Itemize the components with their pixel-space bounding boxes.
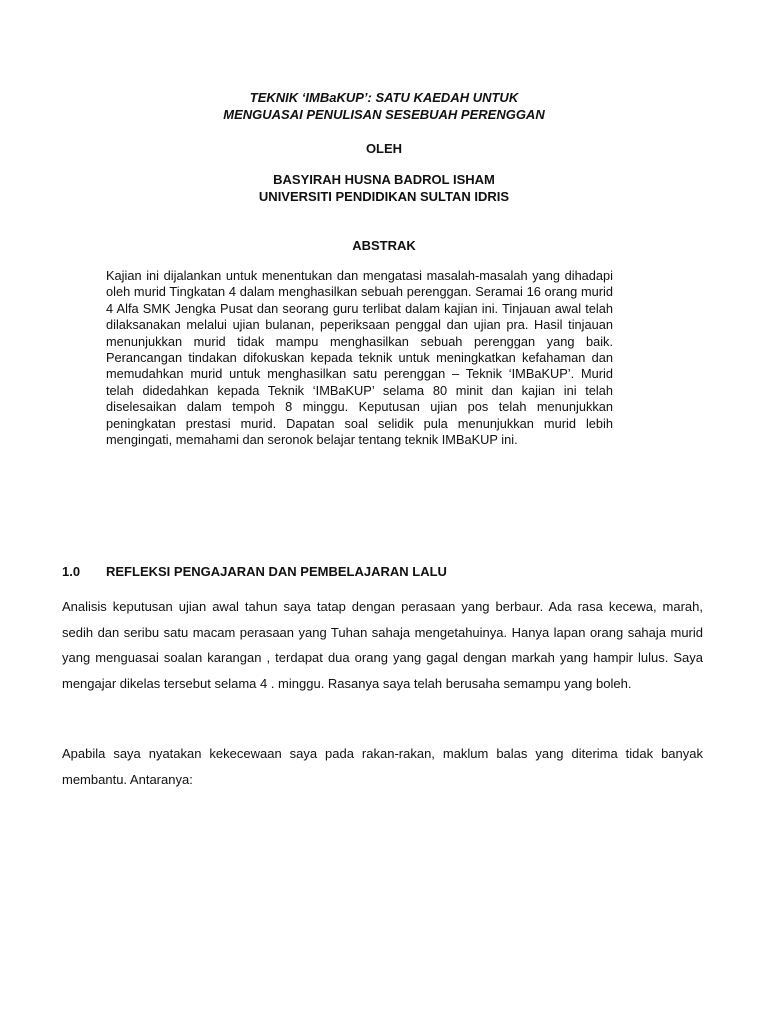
author-affiliation: UNIVERSITI PENDIDIKAN SULTAN IDRIS: [258, 189, 510, 204]
section-number: 1.0: [62, 564, 81, 579]
author-name: BASYIRAH HUSNA BADROL ISHAM: [273, 172, 495, 187]
author-block: [0, 171, 768, 205]
paper-title-line-2: MENGUASAI PENULISAN SESEBUAH PERENGGAN: [223, 107, 545, 122]
by-label: OLEH: [365, 141, 403, 156]
paper-title-line-1: TEKNIK ‘IMBaKUP’: SATU KAEDAH UNTUK: [249, 90, 519, 105]
body-paragraph: Apabila saya nyatakan kekecewaan saya pada rakan-rakan, maklum balas yang diterima tidak banyak membantu. Antaranya:: [62, 746, 703, 787]
section-heading: [62, 564, 712, 579]
section-title: REFLEKSI PENGAJARAN DAN PEMBELAJARAN LALU: [106, 564, 447, 579]
paper-title: [0, 89, 768, 123]
abstract-text: Kajian ini dijalankan untuk menentukan dan mengatasi masalah-masalah yang dihadapi oleh murid Tingkatan 4 dalam menghasilkan sebuah perenggan. Seramai 16 orang murid 4 Alfa SMK Jengka Pusat dan seorang guru terlibat dalam kajian ini. Tinjauan awal telah dilaksanakan melalui ujian bulanan, peperiksaan penggal dan ujian pra. Hasil tinjauan menunjukkan murid tidak mampu menghasilkan sebuah perenggan yang baik. Perancangan tindakan difokuskan kepada teknik untuk meningkatkan kefahaman dan memudahkan murid untuk menghasilkan satu perenggan – Teknik ‘IMBaKUP’. Murid telah didedahkan kepada Teknik ‘IMBaKUP’ selama 80 minit dan kajian ini telah diselesaikan dalam tempoh 8 minggu. Keputusan ujian pos telah menunjukkan peningkatan prestasi murid. Dapatan soal selidik pula menunjukkan murid lebih mengingati, memahami dan seronok belajar tentang teknik IMBaKUP ini.: [106, 268, 613, 448]
body-paragraph: Analisis keputusan ujian awal tahun saya tatap dengan perasaan yang berbaur. Ada rasa kecewa, marah, sedih dan seribu satu macam perasaan yang Tuhan sahaja mengetahuinya. Hanya lapan orang sahaja murid yang menguasai soalan karangan , terdapat dua orang yang gagal dengan markah yang hampir lulus. Saya mengajar dikelas tersebut selama 4 . minggu. Rasanya saya telah berusaha semampu yang boleh.: [62, 599, 703, 691]
abstract-heading: ABSTRAK: [352, 238, 416, 253]
